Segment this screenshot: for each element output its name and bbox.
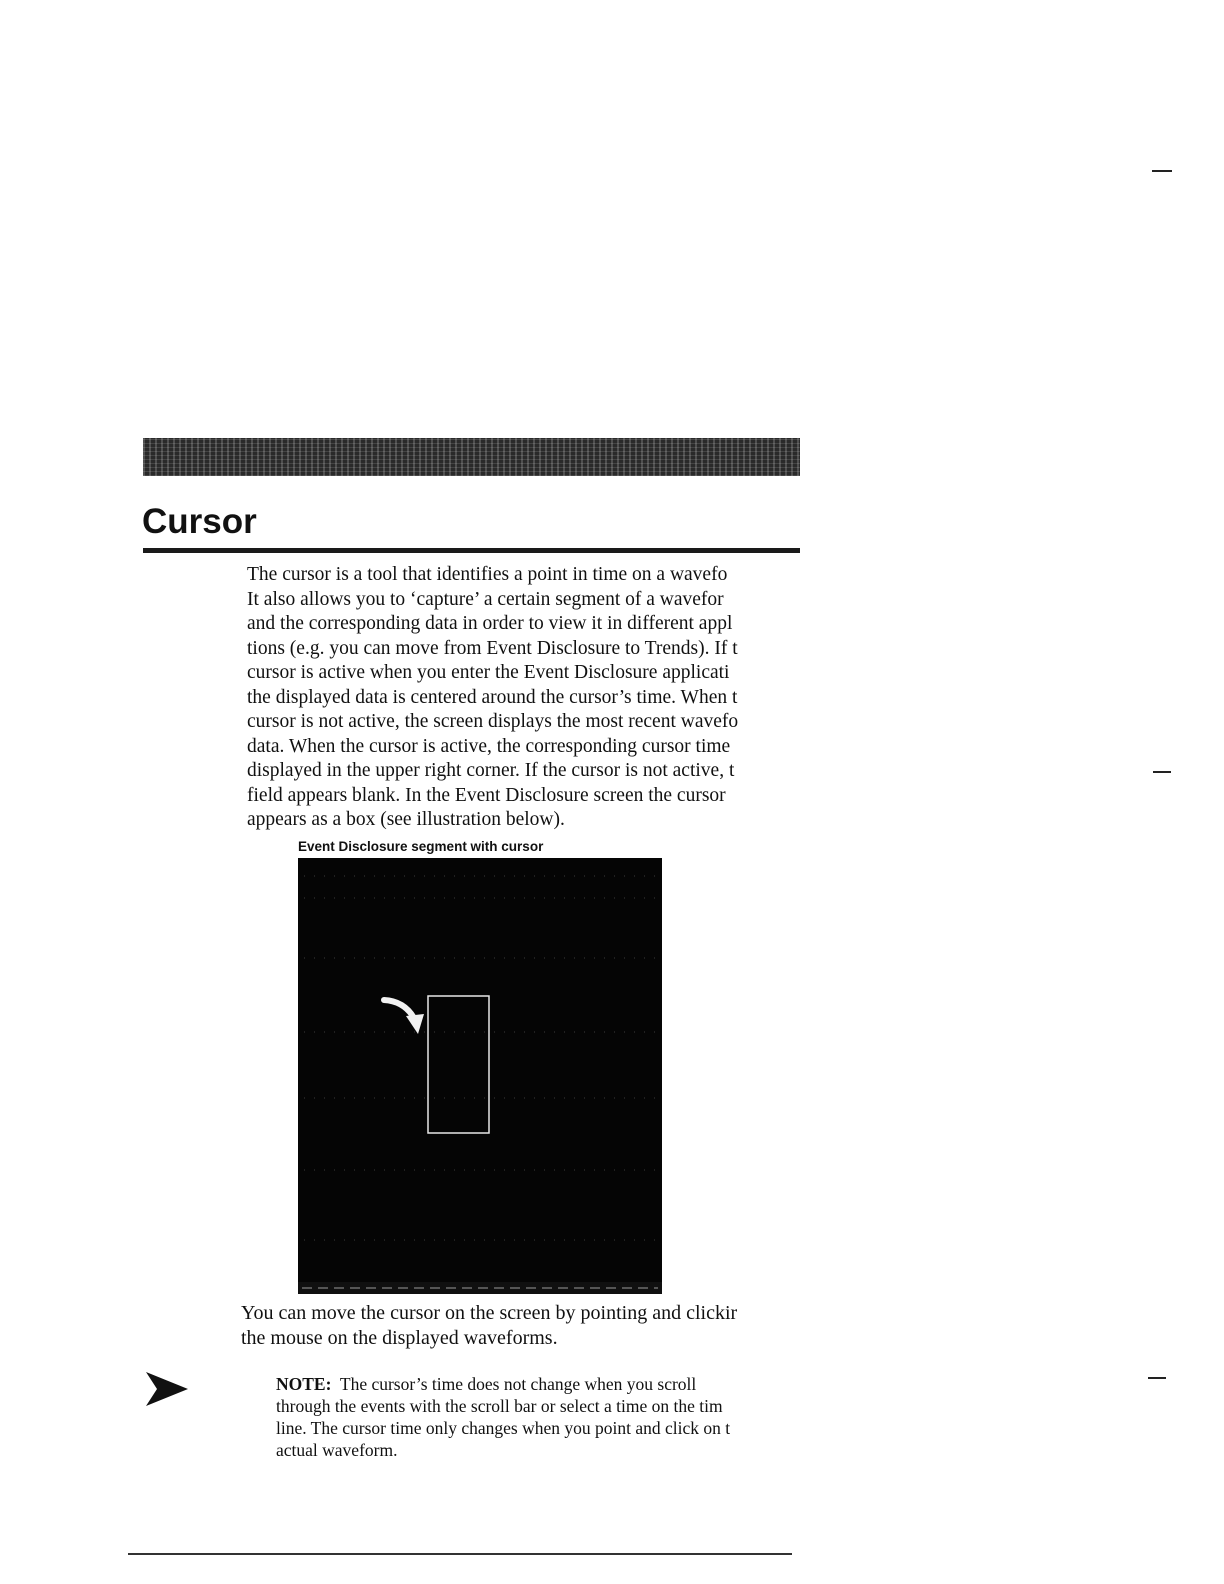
note-first-line xyxy=(276,1373,800,1395)
note-label: NOTE: xyxy=(276,1374,332,1394)
text-line: It also allows you to ‘capture’ a certain segment of a wavefor xyxy=(247,588,724,610)
note-arrow-icon xyxy=(146,1372,188,1406)
margin-mark xyxy=(1153,771,1171,773)
text-line: cursor is active when you enter the Event Disclosure applicati xyxy=(247,662,730,683)
section-header-bar xyxy=(143,438,800,476)
text-line: line. The cursor time only changes when you point and click on t xyxy=(276,1418,731,1438)
text-line: You can move the cursor on the screen by pointing and clickir xyxy=(241,1302,738,1324)
text-line: displayed in the upper right corner. If the cursor is not active, t xyxy=(247,760,735,781)
text-line: and the corresponding data in order to view it in different appl xyxy=(247,613,733,634)
note-block xyxy=(276,1373,800,1461)
text-line: The cursor is a tool that identifies a point in time on a wavefo xyxy=(247,564,728,585)
text-line: data. When the cursor is active, the corresponding cursor time xyxy=(247,735,731,757)
text-line: cursor is not active, the screen displays the most recent wavefo xyxy=(247,711,739,732)
text-line: appears as a box (see illustration below). xyxy=(247,809,565,830)
footer-rule xyxy=(128,1553,792,1555)
instruction-paragraph xyxy=(241,1301,800,1351)
note-text: The cursor’s time does not change when you scroll xyxy=(339,1374,697,1394)
text-line: the mouse on the displayed waveforms. xyxy=(241,1327,558,1349)
body-paragraph xyxy=(247,563,800,833)
cursor-box xyxy=(428,996,489,1133)
text-line: field appears blank. In the Event Disclosure screen the cursor xyxy=(247,784,726,806)
text-line: through the events with the scroll bar or select a time on the tim xyxy=(276,1396,723,1416)
text-line: actual waveform. xyxy=(276,1440,398,1460)
section-title: Cursor xyxy=(142,502,257,541)
figure-caption: Event Disclosure segment with cursor xyxy=(298,839,544,854)
event-disclosure-screenshot xyxy=(298,858,662,1294)
title-rule xyxy=(143,548,800,553)
margin-mark xyxy=(1148,1377,1166,1379)
text-line: tions (e.g. you can move from Event Disclosure to Trends). If t xyxy=(247,637,738,659)
curved-arrow-icon xyxy=(384,1000,424,1034)
screenshot-graphic xyxy=(298,858,662,1294)
timeline-strip xyxy=(298,1282,662,1294)
margin-mark xyxy=(1152,170,1172,172)
text-line: the displayed data is centered around the cursor’s time. When t xyxy=(247,686,738,708)
waveform-traces xyxy=(304,876,656,1240)
